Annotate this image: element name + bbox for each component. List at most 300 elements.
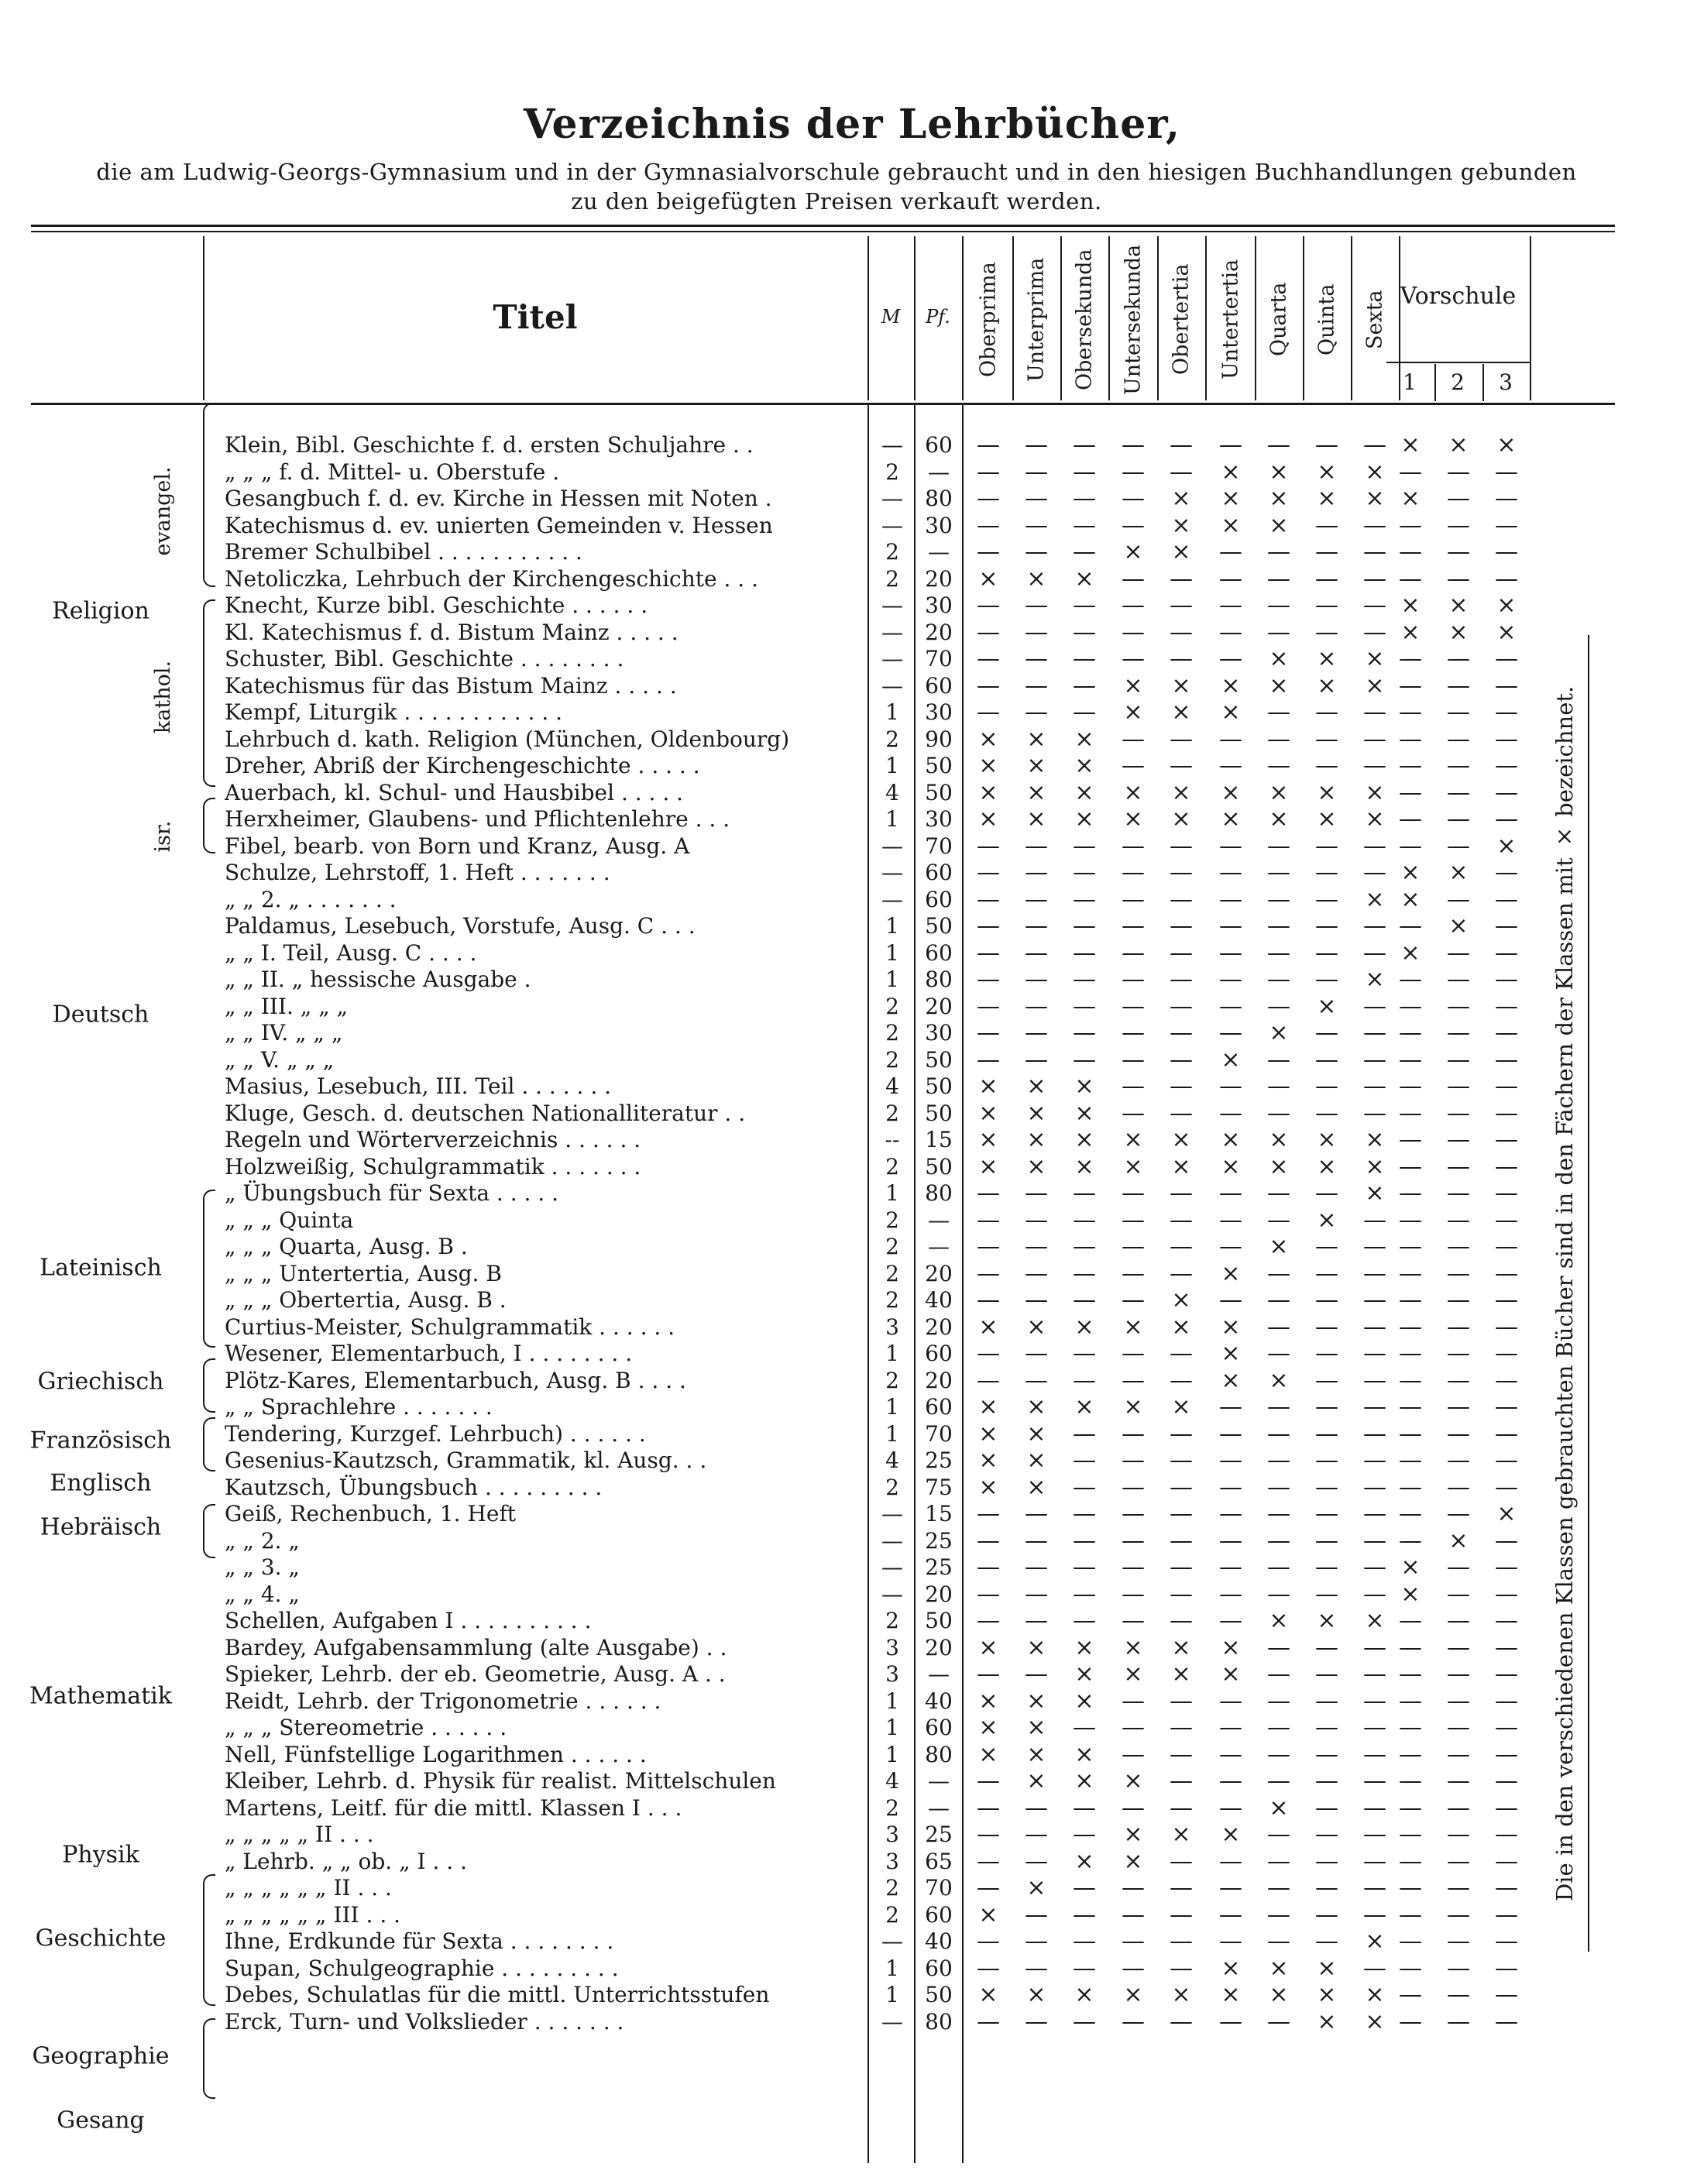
class-mark: × [1317,645,1337,672]
class-dash: — [1122,1874,1145,1901]
book-title: Kautzsch, Übungsbuch . . . . . . . . . [225,1474,603,1500]
class-dash: — [1122,885,1145,913]
class-dash: — [1363,511,1386,539]
price-pfennig: — [928,1794,950,1821]
class-dash: — [1219,1180,1242,1207]
class-dash: — [1219,431,1242,458]
class-dash: — [1495,1206,1518,1234]
price-mark: — [881,592,903,618]
class-mark: × [1400,485,1421,512]
book-title: „ „ 4. „ [225,1581,300,1607]
class-dash: — [1315,939,1338,967]
class-dash: — [977,671,1000,699]
class-dash: — [1399,1794,1422,1822]
class-dash: — [1315,725,1338,753]
class-mark: × [1400,592,1421,619]
class-dash: — [1219,1447,1242,1474]
price-mark: — [881,860,903,885]
class-dash: — [977,645,1000,672]
class-mark: × [1123,1660,1143,1688]
class-dash: — [1399,1500,1422,1527]
subtitle-line-1: die am Ludwig-Georgs-Gymnasium und in der Gymnasialvorschule gebraucht und in den hiesigen Buchhandlungen gebunden [96,159,1577,185]
class-mark: × [1026,1152,1046,1180]
table-row [0,1581,1704,1608]
class-mark: × [1365,458,1385,486]
class-dash: — [1495,1099,1518,1127]
class-mark: × [1074,565,1094,592]
table-row [0,592,1704,619]
price-mark: 1 [885,806,899,832]
table-row [0,486,1704,512]
table-row [0,1368,1704,1394]
class-mark: × [1171,1981,1191,2008]
book-title: Spieker, Lehrb. der eb. Geometrie, Ausg. A . . [225,1661,726,1687]
class-dash: — [977,966,1000,993]
book-title: Fibel, bearb. von Born und Kranz, Ausg. A [225,833,690,859]
price-pfennig: — [928,458,950,485]
class-mark: × [1400,1554,1421,1581]
class-dash: — [1495,565,1518,592]
price-pfennig: 80 [925,2008,953,2035]
class-dash: — [1447,1847,1470,1875]
class-dash: — [1122,1473,1145,1501]
class-dash: — [1495,1393,1518,1420]
class-dash: — [1073,1928,1096,1955]
class-dash: — [1170,1447,1193,1474]
class-mark: × [1365,885,1385,913]
class-dash: — [1219,992,1242,1020]
class-mark: × [1171,538,1191,565]
price-mark: — [881,833,903,859]
price-pfennig: 50 [925,1100,953,1126]
class-dash: — [1267,725,1290,753]
class-mark: × [1171,671,1191,699]
class-dash: — [1170,458,1193,486]
class-dash: — [1122,1554,1145,1581]
price-pfennig: 70 [925,1875,953,1901]
subject-label: Griechisch [37,1368,164,1396]
class-mark: × [1171,1393,1191,1420]
class-dash: — [1447,1580,1470,1608]
price-mark: 1 [885,1180,899,1206]
class-dash: — [1447,1233,1470,1260]
class-dash: — [1267,1286,1290,1313]
class-mark: × [1365,966,1385,993]
class-dash: — [1170,1340,1193,1367]
class-dash: — [1073,485,1096,512]
class-mark: × [1400,618,1421,646]
book-title: „ „ „ Untertertia, Ausg. B [225,1260,502,1286]
price-pfennig: 90 [925,726,953,752]
class-dash: — [977,1607,1000,1634]
class-mark: × [978,1073,998,1100]
table-row [0,1875,1704,1901]
class-mark: × [1365,645,1385,672]
price-mark: 1 [885,699,899,725]
table-row [0,1180,1704,1207]
class-dash: — [1219,1607,1242,1634]
table-row [0,780,1704,806]
class-mark: × [1317,671,1337,699]
class-dash: — [1447,1874,1470,1901]
class-mark: × [1221,511,1241,539]
book-title: Kleiber, Lehrb. d. Physik für realist. Mittelschulen [225,1768,776,1794]
book-title: Auerbach, kl. Schul- und Hausbibel . . . . . [225,779,684,805]
class-dash: — [1170,1233,1193,1260]
class-dash: — [1267,1633,1290,1661]
class-dash: — [1267,1259,1290,1287]
class-dash: — [1399,1046,1422,1073]
class-dash: — [1399,1874,1422,1901]
class-dash: — [1363,1073,1386,1100]
class-dash: — [1219,1580,1242,1608]
book-title: „ „ IV. „ „ „ [225,1020,343,1046]
class-mark: × [1074,1767,1094,1794]
class-mark: × [1171,805,1191,833]
class-dash: — [1447,805,1470,833]
class-dash: — [1399,778,1422,806]
class-dash: — [1315,1794,1338,1822]
class-dash: — [1495,1714,1518,1741]
subject-label: Mathematik [29,1682,172,1710]
class-mark: × [1221,1660,1241,1688]
class-dash: — [1363,1099,1386,1127]
class-mark: × [1317,1152,1337,1180]
class-dash: — [1219,1073,1242,1100]
price-mark: 2 [885,565,899,592]
class-dash: — [1447,1152,1470,1180]
class-dash: — [1363,992,1386,1020]
class-dash: — [1219,1928,1242,1955]
class-dash: — [1219,1420,1242,1447]
class-dash: — [1399,1420,1422,1447]
class-dash: — [1399,1180,1422,1207]
class-dash: — [1219,1206,1242,1234]
class-mark: × [1269,778,1289,806]
class-dash: — [1170,1180,1193,1207]
table-row [0,1635,1704,1661]
class-dash: — [1025,1526,1048,1554]
price-pfennig: 80 [925,486,953,511]
class-header: Untersekunda [1121,244,1146,395]
price-mark: — [881,486,903,511]
table-row [0,1447,1704,1474]
table-row [0,1715,1704,1741]
class-dash: — [1363,939,1386,967]
book-title: Kl. Katechismus f. d. Bistum Mainz . . . . . [225,619,679,645]
class-dash: — [1170,1714,1193,1741]
class-dash: — [1122,939,1145,967]
class-mark: × [1221,1340,1241,1367]
class-dash: — [1267,1767,1290,1794]
book-title: „ Übungsbuch für Sexta . . . . . [225,1180,559,1206]
price-mark: — [881,646,903,671]
class-dash: — [1170,1954,1193,1982]
class-dash: — [1495,966,1518,993]
class-dash: — [1495,458,1518,486]
class-mark: × [1074,1633,1094,1661]
class-dash: — [977,1660,1000,1688]
class-dash: — [1495,1233,1518,1260]
class-dash: — [1399,565,1422,592]
class-dash: — [1495,1152,1518,1180]
class-dash: — [1073,1340,1096,1367]
class-dash: — [1315,1660,1338,1688]
class-dash: — [1122,1500,1145,1527]
class-dash: — [1170,1687,1193,1715]
class-dash: — [977,1500,1000,1527]
class-dash: — [1315,1180,1338,1207]
class-dash: — [1495,1019,1518,1046]
book-title: Regeln und Wörterverzeichnis . . . . . . [225,1127,641,1152]
class-mark: × [978,1313,998,1341]
price-pfennig: 25 [925,1554,953,1580]
class-dash: — [1399,1073,1422,1100]
class-dash: — [1399,912,1422,939]
table-row [0,726,1704,753]
class-dash: — [1399,458,1422,486]
class-mark: × [1448,1526,1469,1554]
class-mark: × [1026,1126,1046,1153]
class-dash: — [1122,1607,1145,1634]
table-row [0,1341,1704,1367]
class-dash: — [1267,832,1290,860]
class-mark: × [1400,1580,1421,1608]
class-mark: × [1026,752,1046,779]
class-dash: — [1399,1152,1422,1180]
page: Verzeichnis der Lehrbücher, die am Ludwig-Georgs-Gymnasium und in der Gymnasialvorschule gebraucht und in den hiesigen Buchhandlungen gebunden zu den beigefügten Preisen verkauft werden. Titel M Pf. Oberprima Unterprima Obersekunda Untersekunda Obertertia Untertertia Quarta Quinta Sexta Vorschule 1 2 3 Religion Deutsch Lateinisch Griechisch Französisch Englisch Hebräisch Mathematik Physik Geschichte Geographie Gesang evangel. kathol. isr. Klein, Bibl. Geschichte f. d. ersten Schuljahre . . — 60 — — — — — — — — — × × × „ „ „ f. d. Mittel- u. Oberstufe . 2 — — — — — — × × × × — — — Gesangbuch f. d. ev. Kirche in Hessen mit Noten . — 80 — — — — × × × × × × — — Katechismus d. ev. unierten Gemeinden v. Hessen — 30 — — — — × × × — — — — — Bremer Schulbibel . . . . . . . . . . . 2 — — — — × × — — — — — — — Netoliczka, Lehrbuch der Kirchengeschichte . . . 2 20 × × × — — — — — — — — — Knecht, Kurze bibl. Geschichte . . . . . . — 30 — — — — — — — — — × × × Kl. Katechismus f. d. Bistum Mainz . . . . . — 20 — — — — — — — — — × × × Schuster, Bibl. Geschichte . . . . . . . . — 70 — — — — — — × × × — — — Katechismus für das Bistum Mainz . . . . . — 60 — — — × × × × × × — — — Kempf, Liturgik . . . . . . . . . . . . 1 30 — — — × × × — — — — — — Lehrbuch d. kath. Religion (München, Oldenbourg) 2 90 × × × — — — — — — — — — Dreher, Abriß der Kirchengeschichte . . . . . 1 50 × × × — — — — — — — — — Auerbach, kl. Schul- und Hausbibel . . . . . 4 50 × × × × × × × × × — — — Herxheimer, Glaubens- und Pflichtenlehre . . . 1 30 × × × × × × × × × — — — Fibel, bearb. von Born und Kranz, Ausg. A — 70 — — — — — — — — — — — × Schulze, Lehrstoff, 1. Heft . . . . . . . — 60 — — — — — — — — — × × — „ „ 2. „ . . . . . . . — 60 — — — — — — — — × × — — Paldamus, Lesebuch, Vorstufe, Ausg. C . . . 1 50 — — — — — — — — — — × — „ „ I. Teil, Ausg. C . . . . 1 60 — — — — — — — — — × — — „ „ II. „ hessische Ausgabe . 1 80 — — — — — — — — × — — — „ „ III. „ „ „ 2 20 — — — — — — — × — — — — „ „ IV. „ „ „ 2 30 — — — — — — × — — — — — „ „ V. „ „ „ 2 50 — — — — — × — — — — — — Masius, Lesebuch, III. Teil . . . . . . . 4 50 × × × — — — — — — — — — Kluge, Gesch. d. deutschen Nationalliteratur . . 2 50 × × × — — — — — — — — — Regeln und Wörterverzeichnis . . . . . . -- 15 × × × × × × × × × — — — Holzweißig, Schulgrammatik . . . . . . . 2 50 × × × × × × × × × — — — „ Übungsbuch für Sexta . . . . . 1 80 — — — — — — — — × — — — „ „ „ Quinta 2 — — — — — — — — × — — — — „ „ „ Quarta, Ausg. B . 2 — — — — — — — × — — — — — „ „ „ Untertertia, Ausg. B 2 20 — — — — — × — — — — — — „ „ „ Obertertia, Ausg. B . 2 40 — — — — × — — — — — — — Curtius-Meister, Schulgrammatik . . . . . . 3 20 × × × × × × — — — — — — Wesener, Elementarbuch, I . . . . . . . . 1 60 — — — — — × — — — — — — Plötz-Kares, Elementarbuch, Ausg. B . . . . 2 20 — — — — — × × — — — — — „ „ Sprachlehre . . . . . . . 1 60 × × × × × — — — — — — — Tendering, Kurzgef. Lehrbuch) . . . . . . 1 70 × × — — — — — — — — — — Gesenius-Kautzsch, Grammatik, kl. Ausg. . . 4 25 × × — — — — — — — — — — Kautzsch, Übungsbuch . . . . . . . . . 2 75 × × — — — — — — — — — — Geiß, Rechenbuch, 1. Heft — 15 — — — — — — — — — — — × „ „ 2. „ — 25 — — — — — — — — — — × — „ „ 3. „ — 25 — — — — — — — — — × — — „ „ 4. „ — 20 — — — — — — — — — × — — Schellen, Aufgaben I . . . . . . . . . . 2 50 — — — — — — × × × — — — Bardey, Aufgabensammlung (alte Ausgabe) . . 3 20 × × × × × × — — — — — — Spieker, Lehrb. der eb. Geometrie, Ausg. A . . 3 — — — × × × × — — — — — — Reidt, Lehrb. der Trigonometrie . . . . . . 1 40 × × × — — — — — — — — — „ „ „ Stereometrie . . . . . . 1 60 × × — — — — — — — — — — Nell, Fünfstellige Logarithmen . . . . . . 1 80 × × × — — — — — — — — — Kleiber, Lehrb. d. Physik für realist. Mittelschulen 4 — — × × × — — — — — — — — Martens, Leitf. für die mittl. Klassen I . . . 2 — — — — — — — × — — — — — „ „ „ „ „ II . . . 3 25 — — — × × × — — — — — — „ Lehrb. „ „ ob. „ I . . . 3 65 — — × × — — — — — — — — „ „ „ „ „ „ II . . . 2 70 — × — — — — — — — — — — „ „ „ „ „ „ III . . . 2 60 × — — — — — — — — — — — Ihne, Erdkunde für Sexta . . . . . . . . — 40 — — — — — — — — × — — — Supan, Schulgeographie . . . . . . . . . 1 60 — — — — — × × × — — — — Debes, Schulatlas für die mittl. Unterrichtsstufen 1 50 × × × × × × × × × — — — Erck, Turn- und Volkslieder . . . . . . . — 80 — — — — — — — × × — — — Die in den verschiedenen Klassen gebrauchten Bücher sind in den Fächern der Klassen mit × bezeichnet. [0,0,1704,2184]
class-dash: — [1399,1099,1422,1127]
table-row [0,1528,1704,1554]
class-mark: × [1221,778,1241,806]
class-dash: — [1073,699,1096,726]
class-dash: — [1399,1393,1422,1420]
class-header: Obertertia [1169,263,1194,376]
class-mark: × [1365,1126,1385,1153]
class-dash: — [1447,645,1470,672]
price-mark: 2 [885,539,899,565]
class-dash: — [1122,431,1145,458]
class-mark: × [1448,431,1469,458]
price-pfennig: 20 [925,565,953,592]
class-mark: × [1026,1687,1046,1715]
class-dash: — [1399,992,1422,1020]
class-dash: — [1447,885,1470,913]
class-dash: — [1495,1366,1518,1394]
class-dash: — [1315,1420,1338,1447]
class-dash: — [1025,1233,1048,1260]
class-dash: — [1363,1473,1386,1501]
class-mark: × [1221,699,1241,726]
class-mark: × [1074,1740,1094,1768]
class-dash: — [1363,912,1386,939]
class-dash: — [1267,565,1290,592]
class-dash: — [1447,752,1470,779]
class-dash: — [1025,431,1048,458]
book-title: Paldamus, Lesebuch, Vorstufe, Ausg. C . . . [225,913,696,939]
class-mark: × [1026,1633,1046,1661]
class-dash: — [1122,1420,1145,1447]
class-dash: — [1315,1821,1338,1848]
class-dash: — [1073,431,1096,458]
class-dash: — [1073,992,1096,1020]
class-dash: — [1122,592,1145,619]
class-dash: — [1267,1046,1290,1073]
class-dash: — [1122,618,1145,646]
class-dash: — [1447,1767,1470,1794]
class-dash: — [1122,645,1145,672]
class-dash: — [1495,1954,1518,1982]
class-dash: — [1073,1821,1096,1848]
price-pfennig: 20 [925,619,953,645]
class-mark: × [1496,431,1517,458]
class-mark: × [1026,1447,1046,1474]
class-mark: × [1123,538,1143,565]
class-mark: × [1221,1821,1241,1848]
class-dash: — [1363,618,1386,646]
class-mark: × [1123,778,1143,806]
class-mark: × [1448,592,1469,619]
class-mark: × [1365,2007,1385,2035]
price-mark: 2 [885,458,899,485]
class-mark: × [1269,671,1289,699]
class-dash: — [1315,1046,1338,1073]
price-mark: 1 [885,1982,899,2007]
class-dash: — [1447,832,1470,860]
class-dash: — [1399,1340,1422,1367]
class-dash: — [977,1794,1000,1822]
class-mark: × [1269,1126,1289,1153]
class-dash: — [1170,1607,1193,1634]
class-dash: — [1025,1847,1048,1875]
class-mark: × [1221,485,1241,512]
price-pfennig: 15 [925,1501,953,1526]
subject-label: Geschichte [35,1925,167,1952]
price-pfennig: 50 [925,779,953,805]
class-dash: — [1363,1340,1386,1367]
class-mark: × [1269,1981,1289,2008]
class-dash: — [1495,1286,1518,1313]
table-row [0,1982,1704,2008]
class-dash: — [1170,1901,1193,1928]
class-mark: × [1026,1473,1046,1501]
book-title: Kempf, Liturgik . . . . . . . . . . . . [225,699,563,725]
class-dash: — [1025,1821,1048,1848]
price-pfennig: 80 [925,967,953,992]
table-row [0,1073,1704,1100]
class-dash: — [1219,752,1242,779]
class-dash: — [1447,671,1470,699]
class-mark: × [1221,1259,1241,1287]
class-dash: — [1363,1447,1386,1474]
class-mark: × [1448,912,1469,939]
class-dash: — [1122,1740,1145,1768]
class-dash: — [1363,1821,1386,1848]
class-dash: — [1315,1233,1338,1260]
class-mark: × [1221,1152,1241,1180]
class-mark: × [1123,1313,1143,1341]
class-dash: — [1170,939,1193,967]
table-row [0,646,1704,672]
class-dash: — [1363,1580,1386,1608]
class-dash: — [1363,538,1386,565]
book-title: Wesener, Elementarbuch, I . . . . . . . . [225,1341,633,1366]
class-dash: — [1122,1019,1145,1046]
price-mark: 2 [885,726,899,752]
class-dash: — [1399,1901,1422,1928]
book-title: Ihne, Erdkunde für Sexta . . . . . . . . [225,1928,614,1954]
class-dash: — [1315,1580,1338,1608]
price-mark: 3 [885,1313,899,1340]
class-dash: — [1170,645,1193,672]
class-mark: × [1026,1767,1046,1794]
class-dash: — [1073,458,1096,486]
class-mark: × [978,565,998,592]
class-dash: — [1315,1633,1338,1661]
table-row [0,940,1704,967]
class-dash: — [1122,1340,1145,1367]
class-dash: — [1025,1554,1048,1581]
class-dash: — [1495,752,1518,779]
class-dash: — [977,885,1000,913]
class-mark: × [1123,1847,1143,1875]
book-title: Holzweißig, Schulgrammatik . . . . . . . [225,1153,641,1180]
book-title: „ „ „ Quinta [225,1207,354,1233]
class-dash: — [1495,778,1518,806]
class-dash: — [1170,1554,1193,1581]
table-row [0,1047,1704,1073]
price-mark: 4 [885,1768,899,1794]
class-dash: — [1219,565,1242,592]
book-title: „ „ „ Stereometrie . . . . . . [225,1715,507,1740]
price-mark: — [881,672,903,699]
table-row [0,1795,1704,1822]
class-dash: — [1495,1126,1518,1153]
price-mark: 1 [885,753,899,778]
class-dash: — [1073,832,1096,860]
class-dash: — [1170,1928,1193,1955]
price-pfennig: 75 [925,1474,953,1500]
class-dash: — [1267,966,1290,993]
class-dash: — [1495,1928,1518,1955]
class-dash: — [1122,1447,1145,1474]
class-dash: — [1219,1099,1242,1127]
price-mark: 3 [885,1634,899,1660]
class-mark: × [1171,1313,1191,1341]
class-dash: — [1315,1928,1338,1955]
class-mark: × [1074,778,1094,806]
class-dash: — [1170,752,1193,779]
class-dash: — [1219,832,1242,860]
class-dash: — [1363,699,1386,726]
book-title: Gesangbuch f. d. ev. Kirche in Hessen mit Noten . [225,486,772,511]
price-pfennig: 70 [925,1420,953,1447]
price-pfennig: — [928,539,950,565]
class-dash: — [1495,1767,1518,1794]
price-mark: 2 [885,1608,899,1633]
class-dash: — [1073,1180,1096,1207]
class-mark: × [1123,805,1143,833]
class-dash: — [1315,565,1338,592]
class-dash: — [1363,1554,1386,1581]
class-dash: — [1267,592,1290,619]
class-dash: — [1495,538,1518,565]
class-dash: — [1363,725,1386,753]
book-title: Bremer Schulbibel . . . . . . . . . . . [225,539,582,565]
class-dash: — [1219,1473,1242,1501]
class-dash: — [1399,1981,1422,2008]
class-mark: × [1074,1847,1094,1875]
